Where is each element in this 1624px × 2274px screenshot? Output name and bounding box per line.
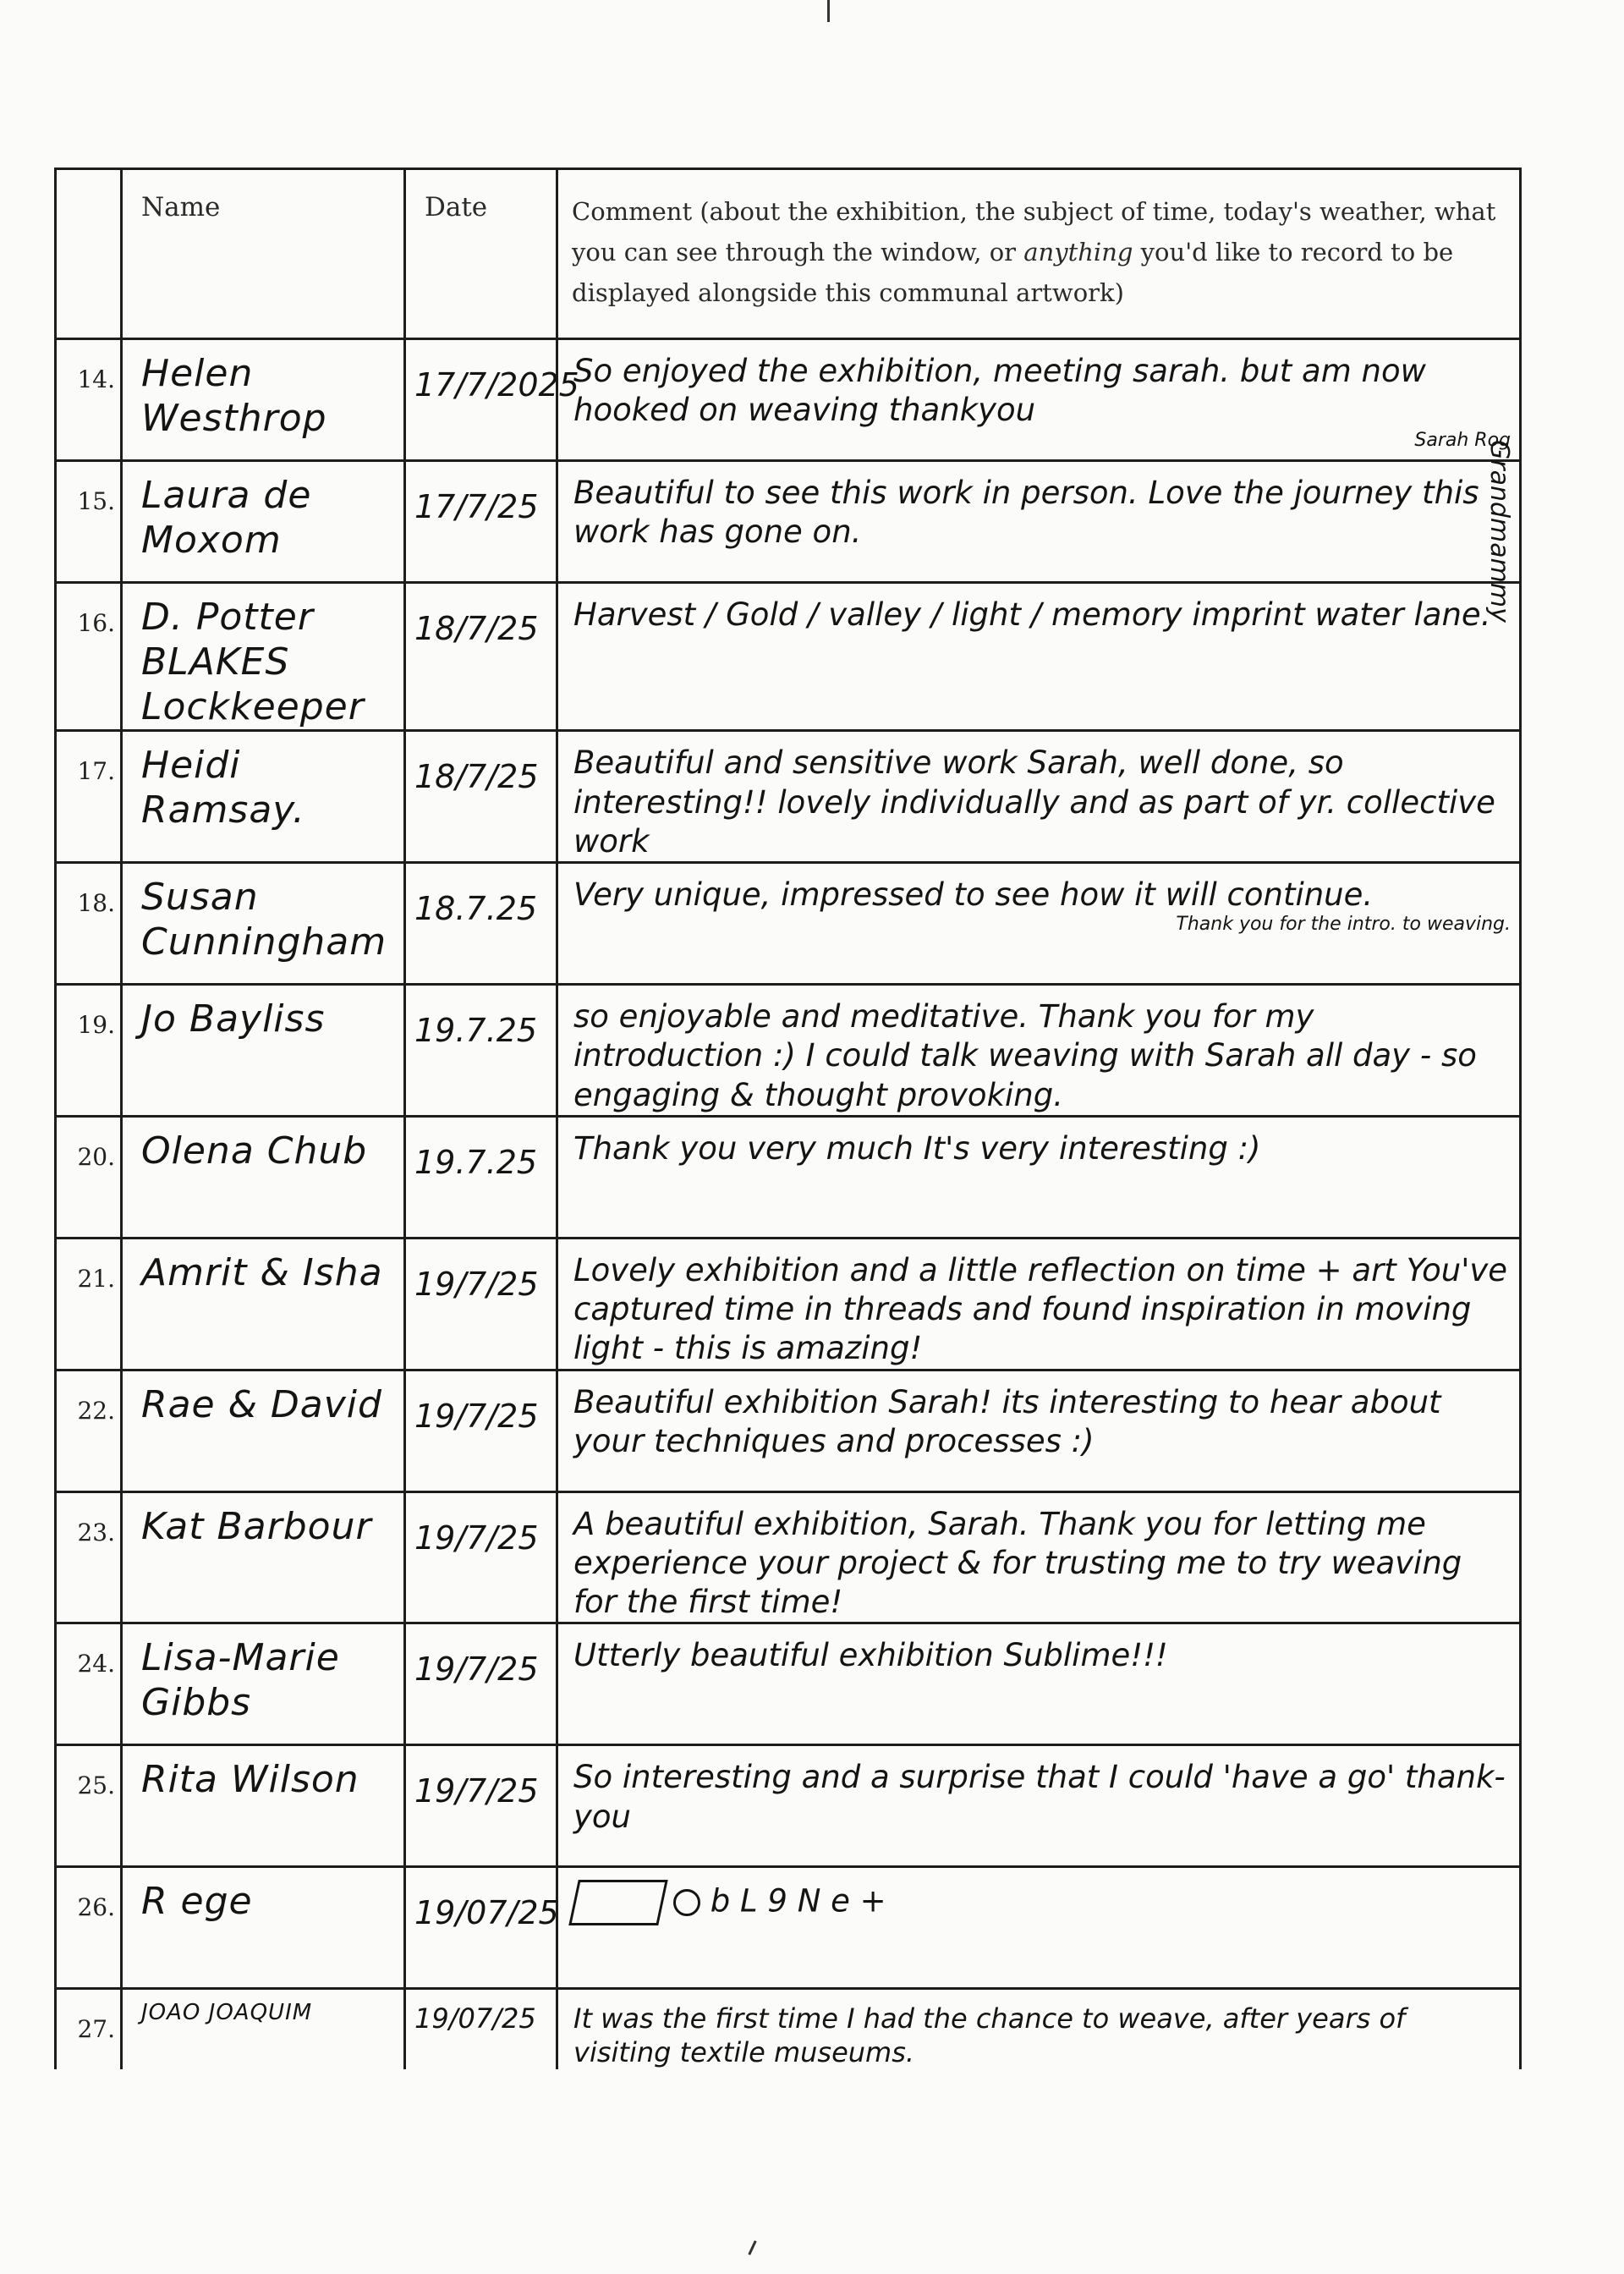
- entry-comment: It was the first time I had the chance to weave, after years of visiting textile museums.: [573, 2002, 1406, 2069]
- entry-date: 17/7/2025: [414, 366, 579, 404]
- doodle-glyphs: [573, 1880, 700, 1925]
- entry-date: 19/7/25: [414, 1651, 539, 1689]
- table-row: [56, 1238, 1521, 1370]
- entry-date: 18.7.25: [414, 890, 538, 928]
- table-header-row: [56, 169, 1521, 339]
- entry-name: Jo Bayliss: [141, 997, 326, 1041]
- entry-number: 20.: [77, 1142, 115, 1171]
- entry-number: 14.: [77, 365, 115, 393]
- table-row: [56, 1745, 1521, 1867]
- entry-date: 17/7/25: [414, 488, 539, 525]
- entry-date: 19/7/25: [414, 1265, 539, 1303]
- entry-name: Susan Cunningham: [141, 876, 387, 964]
- table-row: [56, 1116, 1521, 1238]
- table-row: [56, 1370, 1521, 1491]
- entry-number: 24.: [77, 1650, 115, 1678]
- entry-name: Olena Chub: [141, 1129, 368, 1173]
- header-name-cell: [122, 169, 405, 339]
- entry-name: D. Potter BLAKES Lockkeeper: [141, 596, 365, 728]
- entry-number: 17.: [77, 757, 115, 786]
- entry-comment: Thank you very much It's very interesting :): [573, 1129, 1261, 1167]
- table-row: [56, 339, 1521, 461]
- entry-date: 19/7/25: [414, 1397, 539, 1435]
- entry-name: Rita Wilson: [141, 1758, 359, 1802]
- table-row: [56, 583, 1521, 731]
- entry-name: JOAO JOAQUIM: [141, 2000, 313, 2026]
- entry-name: Heidi Ramsay.: [141, 744, 305, 832]
- entry-name: R ege: [141, 1880, 253, 1924]
- entry-date: 19/07/25: [414, 1894, 559, 1932]
- entry-name: Rae & David: [141, 1382, 382, 1426]
- entry-comment: so enjoyable and meditative. Thank you for my introduction :) I could talk weaving with Sarah all day - so engaging & thought provoking.: [573, 998, 1477, 1113]
- table-row: [56, 1623, 1521, 1745]
- entry-date: 19/7/25: [414, 1772, 539, 1810]
- header-number-cell: [56, 169, 122, 339]
- entry-number: 19.: [77, 1011, 115, 1040]
- stray-pen-mark: [827, 0, 830, 22]
- entry-name: Helen Westhrop: [141, 352, 327, 440]
- entry-comment-note: Sarah Rog: [1414, 429, 1511, 451]
- entry-comment-note: Thank you for the intro. to weaving.: [1176, 914, 1511, 936]
- entry-number: 27.: [77, 2015, 115, 2044]
- header-date-label: Date: [425, 192, 488, 222]
- guestbook-table-container: [54, 168, 1519, 2067]
- header-name-label: Name: [141, 192, 221, 222]
- entry-date: 18/7/25: [414, 610, 539, 647]
- entry-comment-text: Very unique, impressed to see how it will continue.: [573, 876, 1374, 914]
- circle-doodle-icon: [673, 1889, 700, 1916]
- entry-comment: Utterly beautiful exhibition Sublime!!!: [573, 1637, 1168, 1674]
- table-row: [56, 1989, 1521, 2070]
- entry-comment: Beautiful to see this work in person. Love the journey this work has gone on.: [573, 475, 1479, 551]
- entry-comment-text: b L 9 N e +: [710, 1882, 886, 1920]
- entry-comment: A beautiful exhibition, Sarah. Thank you for letting me experience your project & for trusting me to try weaving for the first time!: [573, 1505, 1462, 1621]
- entry-date: 19.7.25: [414, 1143, 538, 1181]
- entry-number: 21.: [77, 1264, 115, 1293]
- entry-date: 19.7.25: [414, 1012, 538, 1050]
- margin-signature: Grandmammy: [1484, 440, 1514, 623]
- entry-name: Amrit & Isha: [141, 1250, 383, 1294]
- header-comment-label: [558, 170, 1519, 314]
- entry-number: 22.: [77, 1396, 115, 1425]
- entry-comment: [558, 1868, 1519, 1925]
- entry-number: 18.: [77, 889, 115, 918]
- entry-name: Lisa-Marie Gibbs: [141, 1636, 340, 1725]
- entry-date: 19/07/25: [414, 2002, 536, 2035]
- entry-comment-text: So enjoyed the exhibition, meeting sarah. but am now hooked on weaving thankyou: [573, 353, 1426, 429]
- entry-number: 23.: [77, 1518, 115, 1546]
- rectangle-doodle-icon: [568, 1880, 667, 1925]
- entry-comment: So interesting and a surprise that I could 'have a go' thank-you: [573, 1759, 1506, 1835]
- entry-number: 26.: [77, 1893, 115, 1922]
- entry-date: 19/7/25: [414, 1519, 539, 1557]
- table-row: [56, 1867, 1521, 1989]
- entry-comment: Harvest / Gold / valley / light / memory imprint water lane.: [573, 596, 1491, 633]
- entry-comment: Beautiful and sensitive work Sarah, well done, so interesting!! lovely individually and as part of yr. collective work: [573, 744, 1495, 860]
- table-row: [56, 985, 1521, 1117]
- table-row: [56, 731, 1521, 863]
- guestbook-table: [54, 168, 1522, 2069]
- entry-comment: [558, 340, 1519, 451]
- entry-number: 15.: [77, 487, 115, 515]
- entry-comment: Beautiful exhibition Sarah! its interesting to hear about your techniques and processes :): [573, 1383, 1441, 1459]
- entry-name: Kat Barbour: [141, 1504, 372, 1548]
- entry-number: 16.: [77, 609, 115, 637]
- entry-date: 18/7/25: [414, 758, 539, 796]
- header-comment-emphasis: anything: [1023, 237, 1133, 266]
- header-date-cell: [405, 169, 557, 339]
- entry-comment: [558, 864, 1519, 935]
- entry-comment: Lovely exhibition and a little reflection on time + art You've captured time in threads and found inspiration in moving light - this is amazing!: [573, 1251, 1508, 1367]
- entry-name: Laura de Moxom: [141, 474, 312, 562]
- header-comment-text-2: you'd like to record to be displayed alongside this communal artwork): [572, 237, 1454, 307]
- header-comment-cell: [557, 169, 1521, 339]
- header-comment-text-1: Comment (about the exhibition, the subject of time, today's weather, what you can see through the window, or: [572, 197, 1496, 266]
- entry-number: 25.: [77, 1771, 115, 1800]
- table-row: [56, 863, 1521, 985]
- table-row: [56, 461, 1521, 583]
- table-row: [56, 1491, 1521, 1623]
